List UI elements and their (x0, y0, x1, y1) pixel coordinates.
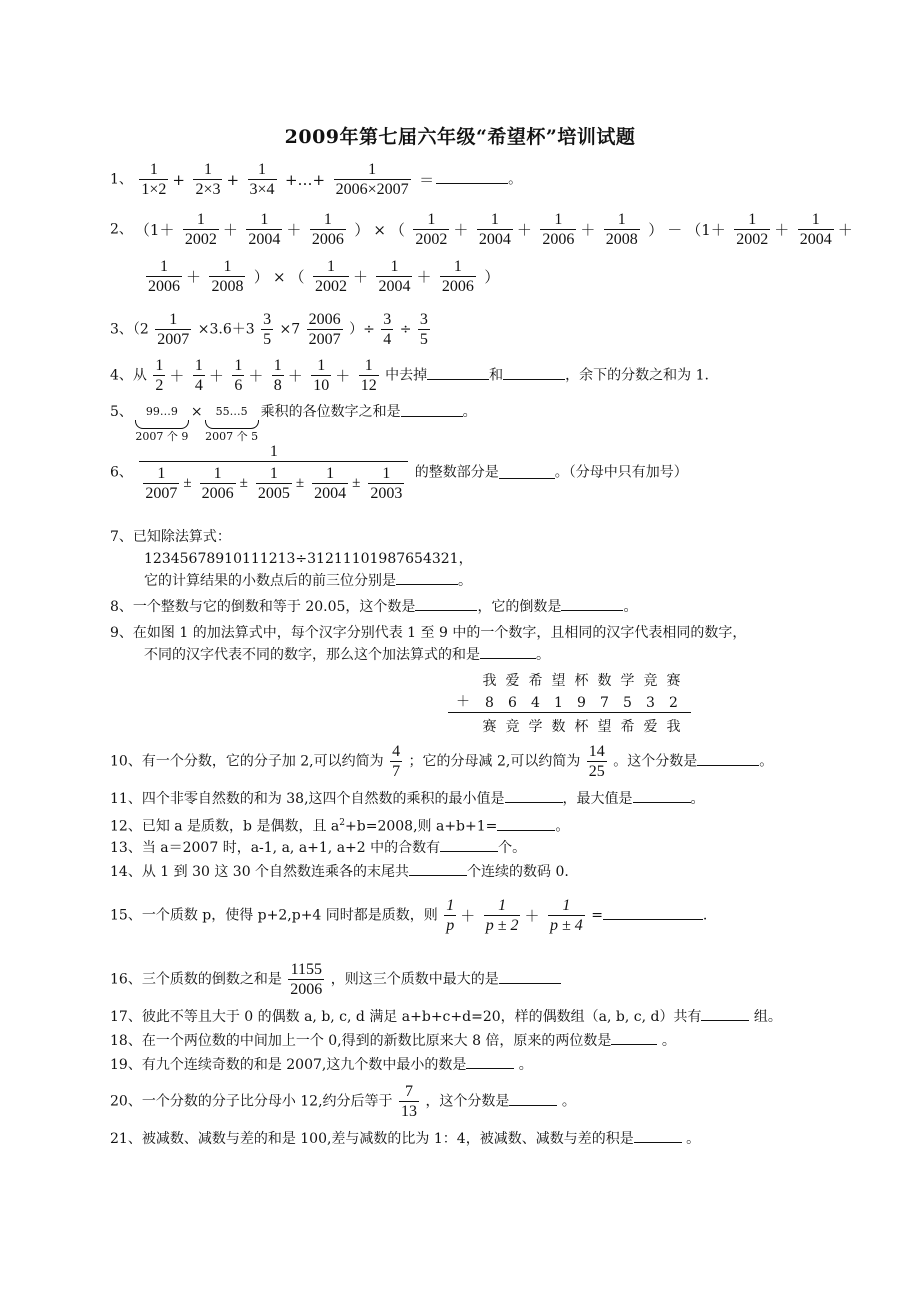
question-5: 5、 99…9 2007 个 9× 55…5 2007 个 5乘积的各位数字之和是 。 (110, 404, 477, 443)
question-9: 9、在如图 1 的加法算式中，每个汉字分别代表 1 至 9 中的一个数字，且相同的汉字代表相同的数字， 不同的汉字代表不同的数字，那么这个加法算式的和是 。 (110, 625, 747, 663)
question-16: 16、三个质数的倒数之和是 $\frac{1155}{2006}$ ，则这三个质数中最大的是 (110, 960, 561, 999)
question-11: 11、四个非零自然数的和为 38,这四个自然数的乘积的最小值是 ，最大值是 。 (110, 791, 705, 807)
answer-blank[interactable] (499, 466, 555, 479)
question-21: 21、被减数、减数与差的和是 100,差与减数的比为 1：4，被减数、减数与差的积是 。 (110, 1131, 701, 1147)
compound-fraction: 1 $\frac{1}{2007}$ ± $\frac{1}{2006}$ ± $\frac{1}{2005}$ ± $\frac{1}{2004}$ ± $\frac{1}{2003}$ (139, 442, 408, 503)
answer-blank[interactable] (466, 1056, 514, 1069)
question-6: 6、 1 $\frac{1}{2007}$ ± $\frac{1}{2006}$ ± $\frac{1}{2005}$ ± $\frac{1}{2004}$ ± $\frac{1}{2003}$ 的整数部分是 。（分母中只有加号） (110, 443, 688, 502)
answer-blank[interactable] (440, 839, 498, 852)
question-10: 10、有一个分数，它的分子加 2,可以约简为 $\frac{4}{7}$ ；它的分母减 2,可以约简为 $\frac{14}{25}$ 。这个分数是 。 (110, 743, 774, 780)
question-4: 4、从 $\frac{1}{2}$ ＋ $\frac{1}{4}$ ＋ $\frac{1}{6}$ ＋ $\frac{1}{8}$ ＋ $\frac{1}{10}$ ＋ $\frac{1}{12}$ 中去掉 和 ，余下的分数之和为 1. (110, 357, 709, 394)
answer-blank[interactable] (701, 1008, 749, 1021)
page-title: 2009年第七届六年级“希望杯”培训试题 (284, 126, 636, 148)
answer-blank[interactable] (415, 598, 477, 611)
question-15: 15、一个质数 p，使得 p+2,p+4 同时都是质数，则 $\frac{1}{p}$ ＋ $\frac{1}{p \pm 2}$ ＋ $\frac{1}{p \pm 4}$ = . (110, 897, 708, 934)
answer-blank[interactable] (409, 863, 467, 876)
answer-blank[interactable] (633, 790, 691, 803)
answer-blank[interactable] (561, 598, 623, 611)
answer-blank[interactable] (697, 753, 759, 766)
answer-blank[interactable] (436, 171, 508, 184)
question-20: 20、一个分数的分子比分母小 12,约分后等于 $\frac{7}{13}$ ，这个分数是 。 (110, 1083, 576, 1120)
answer-blank[interactable] (634, 1130, 682, 1143)
fraction: $\frac{1}{1\times 2}$ (141, 161, 167, 198)
question-3: 3、（2 $\frac{1}{2007}$ ×3.6＋3 $\frac{3}{5}$ ×7 $\frac{2006}{2007}$ ）÷ $\frac{3}{4}$ ÷ $\frac{3}{5}$ (110, 311, 428, 348)
answer-blank[interactable] (503, 367, 565, 380)
answer-blank[interactable] (611, 1032, 657, 1045)
answer-blank[interactable] (499, 971, 561, 984)
answer-blank[interactable] (396, 572, 458, 585)
question-1: 1、 $\frac{1}{1\times 2}$ + $\frac{1}{2\times 3}$ + $\frac{1}{3\times 4}$ +…+ $\frac{1}{2006\times 2007}$ ＝ 。 (110, 161, 523, 198)
question-18: 18、在一个两位数的中间加上一个 0,得到的新数比原来大 8 倍，原来的两位数是 。 (110, 1033, 676, 1049)
answer-blank[interactable] (427, 367, 489, 380)
fraction: $\frac{1}{2\times 3}$ (195, 161, 221, 198)
brace-annotation: 55…5 2007 个 5 (205, 405, 259, 443)
question-19: 19、有九个连续奇数的和是 2007,这九个数中最小的数是 。 (110, 1057, 533, 1073)
fraction: $\frac{1}{2006\times 2007}$ (335, 161, 409, 198)
fraction: $\frac{1}{3\times 4}$ (249, 161, 275, 198)
answer-blank[interactable] (505, 790, 563, 803)
answer-blank[interactable] (509, 1093, 557, 1106)
question-8: 8、一个整数与它的倒数和等于 20.05，这个数是 ，它的倒数是 。 (110, 599, 638, 615)
question-12: 12、已知 a 是质数，b 是偶数，且 $a^2+b=2008$,则 a+b+1= 。 (110, 818, 570, 835)
answer-blank[interactable] (603, 907, 703, 920)
answer-blank[interactable] (497, 818, 555, 831)
question-7: 7、已知除法算式： 12345678910111213÷31211101987654321， 它的计算结果的小数点后的前三位分别是 。 (110, 529, 473, 589)
question-14: 14、从 1 到 30 这 30 个自然数连乘各的末尾共 个连续的数码 0. (110, 864, 569, 880)
question-17: 17、彼此不等且大于 0 的偶数 a, b, c, d 满足 a+b+c+d=20，样的偶数组（a, b, c, d）共有 组。 (110, 1009, 782, 1025)
addition-figure: 我 爱 希 望 杯 数 学 竞 赛 ＋ 8 6 4 1 9 7 5 3 2 赛 竞 学 数 杯 望 希 爱 我 (478, 668, 685, 737)
brace-annotation: 99…9 2007 个 9 (135, 405, 189, 443)
question-2: 2、 （1＋ $\frac{1}{2002}$ ＋ $\frac{1}{2004}$ ＋ $\frac{1}{2006}$ ） × （ $\frac{1}{2002}$ ＋ $\frac{1}{2004}$ ＋ $\frac{1}{2006}$ ＋ $\frac{1}{2008}$ ） － （1＋ $\frac{1}{2002}$ ＋ $\frac{1}{2004}$ ＋ $\frac{1}{2006}$ ＋ $\frac{1}{2008}$ ） × （ $\frac{1}{2002}$ ＋ $\frac{1}{2004}$ ＋ $\frac{1}{2006}$ ） (110, 211, 853, 295)
answer-blank[interactable] (480, 646, 536, 659)
answer-blank[interactable] (401, 404, 463, 417)
question-13: 13、当 a＝2007 时，a-1, a, a+1, a+2 中的合数有 个。 (110, 840, 527, 856)
